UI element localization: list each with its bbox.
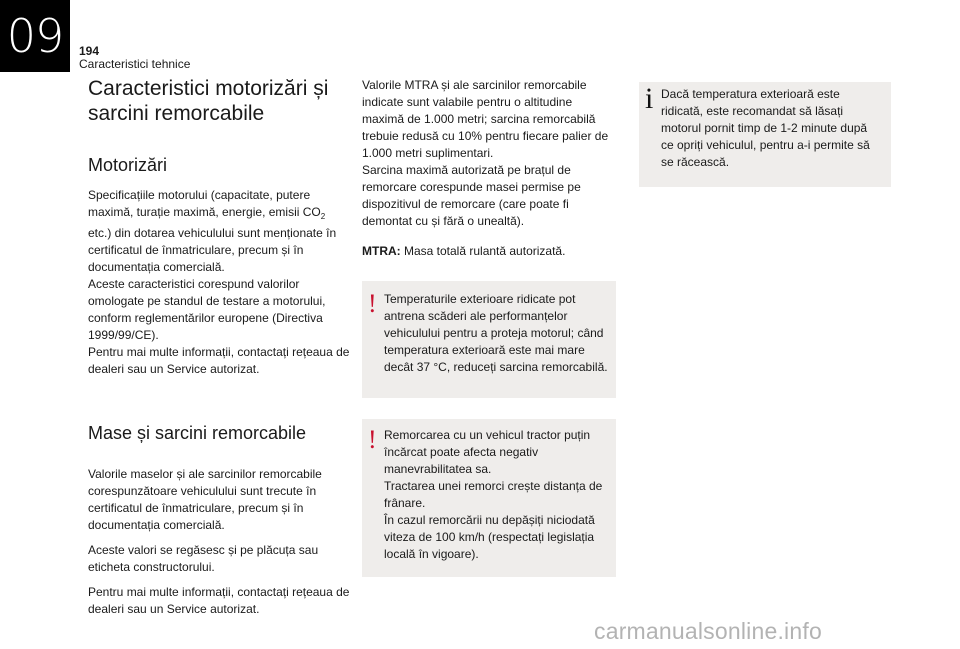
warning-icon: ! <box>368 289 377 318</box>
mtra-definition <box>362 243 616 260</box>
column-right <box>639 82 891 187</box>
column-middle <box>362 77 616 577</box>
warning-box-temperature <box>362 281 616 398</box>
section-name: Caracteristici tehnice <box>79 57 191 71</box>
mase-paragraph-2: Aceste valori se regăsesc și pe plăcuța sau eticheta constructorului. <box>88 543 319 574</box>
chapter-tab: 09 <box>0 0 70 72</box>
page-title: Caracteristici motorizări și sarcini remorcabile <box>88 77 329 125</box>
co2-subscript: 2 <box>320 212 326 221</box>
warning-icon: ! <box>368 425 377 454</box>
mase-paragraph-1: Valorile maselor și ale sarcinilor remorcabile corespunzătoare vehiculului sunt trecute în certificatul de înmatriculare, precum și în documentația comercială. <box>88 467 322 532</box>
motor-paragraph-3: Pentru mai multe informații, contactați rețeaua de dealeri sau un Service autorizat. <box>88 345 350 376</box>
warning-text-towing-3: În cazul remorcării nu depășiți niciodată viteza de 100 km/h (respectați legislația locală în vigoare). <box>384 513 595 561</box>
motor-heading: Motorizări <box>88 155 168 175</box>
motor-text-pre: Specificațiile motorului (capacitate, putere maximă, turație maximă, energie, emisii CO <box>88 188 321 219</box>
info-box-engine-cooling <box>639 82 891 187</box>
watermark: carmanualsonline.info <box>594 618 822 644</box>
mase-heading: Mase și sarcini remorcabile <box>88 423 307 443</box>
mtra-definition-text: Masa totală rulantă autorizată. <box>400 244 566 258</box>
motor-paragraph <box>88 187 350 276</box>
column-left <box>88 76 350 618</box>
warning-text-towing-1: Remorcarea cu un vehicul tractor puțin încărcat poate afecta negativ manevrabilitatea sa. <box>384 428 591 476</box>
mtra-paragraph-2: Sarcina maximă autorizată pe brațul de remorcare corespunde masei permise pe dispozitivul de remorcare (care poate fi demontat cu și fără o unealtă). <box>362 163 581 228</box>
info-icon: i <box>645 82 654 115</box>
page-number: 194 <box>79 44 100 58</box>
warning-text-temperature: Temperaturile exterioare ridicate pot antrena scăderi ale performanțelor vehiculului pentru a proteja motorul; când temperatura exterioară este mai mare decât 37 °C, reduceți sarcina remorcabilă. <box>384 292 608 374</box>
motor-paragraph-2: Aceste caracteristici corespund valorilor omologate pe standul de testare a motorului, conform reglementărilor europene (Directiva 1999/99/CE). <box>88 277 326 342</box>
info-text: Dacă temperatura exterioară este ridicată, este recomandat să lăsați motorul pornit timp de 1-2 minute după ce opriți vehiculul, pentru a-i permite să se răcească. <box>661 87 870 169</box>
mtra-term: MTRA: <box>362 244 401 258</box>
mtra-paragraph-1: Valorile MTRA și ale sarcinilor remorcabile indicate sunt valabile pentru o altitudine maximă de 1.000 metri; sarcina remorcabilă trebuie redusă cu 10% pentru fiecare palier de 1.000 metri suplimentari. <box>362 78 609 160</box>
warning-box-towing <box>362 419 616 577</box>
warning-text-towing-2: Tractarea unei remorci crește distanța de frânare. <box>384 479 603 510</box>
motor-text-post: etc.) din dotarea vehiculului sunt menționate în certificatul de înmatriculare, precum și în documentația comercială. <box>88 226 337 274</box>
mase-paragraph-3: Pentru mai multe informații, contactați rețeaua de dealeri sau un Service autorizat. <box>88 585 350 616</box>
